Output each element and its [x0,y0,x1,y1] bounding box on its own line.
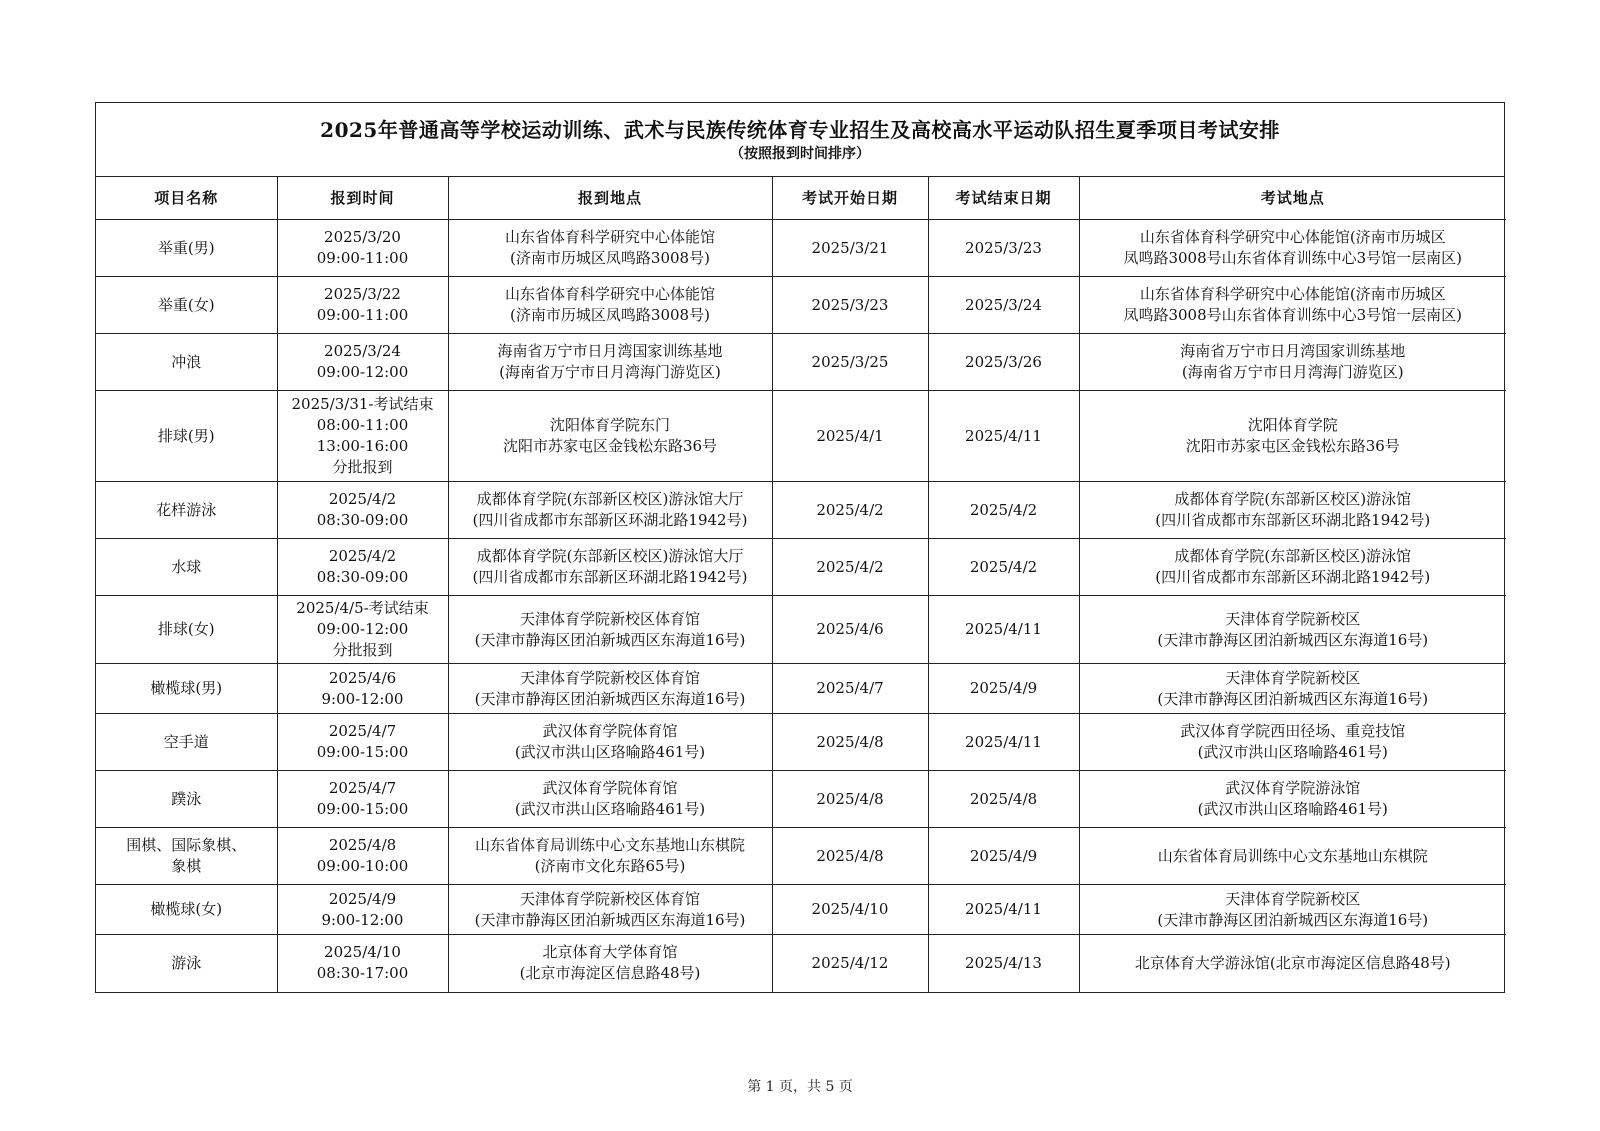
cell-report-place-line: (海南省万宁市日月湾海门游览区) [499,363,721,381]
cell-report-time-line: 09:00-11:00 [316,249,409,267]
cell-report-place-line: (济南市历城区凤鸣路3008号) [510,306,710,324]
cell-exam-place-line: (武汉市洪山区珞喻路461号) [1197,743,1388,761]
table-body [96,220,1506,992]
page-title: 2025年普通高等学校运动训练、武术与民族传统体育专业招生及高校高水平运动队招生夏季项目考试安排 [320,118,1280,142]
cell-project-line: 蹼泳 [171,789,202,808]
cell-project-line: 橄榄球(男) [150,679,223,697]
cell-exam-place [1079,596,1506,664]
cell-project-line: 冲浪 [171,352,202,371]
cell-report-place-line: 山东省体育科学研究中心体能馆 [504,285,715,303]
cell-start-date: 2025/3/23 [772,277,928,334]
cell-report-time-line: 9:00-12:00 [321,910,404,929]
cell-report-place [448,885,772,935]
cell-exam-place-line: 武汉体育学院游泳馆 [1225,779,1361,797]
cell-exam-place-line: (四川省成都市东部新区环湖北路1942号) [1155,511,1431,529]
header-end-date: 考试结束日期 [928,177,1079,220]
cell-exam-place [1079,277,1506,334]
cell-report-time-line: 2025/4/7 [328,779,397,797]
cell-report-time-line: 13:00-16:00 [316,437,409,455]
schedule-table [96,177,1506,992]
cell-report-place [448,714,772,771]
cell-report-time-line: 分批报到 [332,641,393,659]
page-subtitle: （按照报到时间排序） [730,146,870,162]
cell-report-time-line: 09:00-12:00 [316,363,409,381]
cell-report-place [448,771,772,828]
table-row [96,482,1506,539]
cell-project [96,885,277,935]
cell-end-date: 2025/4/11 [928,885,1079,935]
cell-report-place-line: (济南市历城区凤鸣路3008号) [510,249,710,267]
cell-project [96,277,277,334]
cell-end-date: 2025/3/24 [928,277,1079,334]
cell-report-time-line: 09:00-10:00 [316,857,409,875]
cell-project [96,935,277,992]
table-row [96,277,1506,334]
cell-exam-place [1079,334,1506,391]
cell-project-line: 水球 [171,557,202,576]
cell-report-place [448,539,772,596]
cell-project-line: 排球(男) [157,426,215,445]
cell-project-line: 举重(女) [157,295,215,314]
cell-exam-place [1079,935,1506,992]
cell-report-time-line: 2025/4/8 [328,836,397,854]
cell-end-date: 2025/4/13 [928,935,1079,992]
cell-report-place [448,935,772,992]
cell-project-line: 举重(男) [157,238,215,257]
cell-start-date: 2025/4/12 [772,935,928,992]
cell-exam-place-line: 凤鸣路3008号山东省体育训练中心3号馆一层南区) [1123,306,1463,324]
cell-report-time-line: 2025/3/31-考试结束 [291,395,434,413]
cell-project-line: 空手道 [163,732,209,751]
cell-exam-place [1079,714,1506,771]
cell-exam-place-line: 成都体育学院(东部新区校区)游泳馆 [1174,547,1412,565]
cell-project-line: 象棋 [171,857,202,875]
cell-report-time [277,391,448,482]
table-row [96,714,1506,771]
cell-project [96,334,277,391]
cell-exam-place [1079,828,1506,885]
cell-project-line: 围棋、国际象棋、 [126,836,247,854]
cell-report-time-line: 09:00-15:00 [316,743,409,761]
header-exam-place: 考试地点 [1079,177,1506,220]
cell-exam-place-line: (武汉市洪山区珞喻路461号) [1197,800,1388,818]
cell-exam-place-line: 山东省体育科学研究中心体能馆(济南市历城区 [1139,228,1446,246]
cell-exam-place [1079,771,1506,828]
header-project: 项目名称 [96,177,277,220]
cell-project-line: 橄榄球(女) [150,900,223,918]
table-row [96,220,1506,277]
cell-report-place-line: 武汉体育学院体育馆 [542,722,678,740]
cell-report-time [277,220,448,277]
cell-report-time-line: 分批报到 [332,458,393,476]
cell-project [96,714,277,771]
title-block [96,103,1504,177]
cell-exam-place-line: 天津体育学院新校区 [1225,889,1361,908]
cell-project [96,596,277,664]
cell-report-time-line: 2025/3/20 [324,228,401,246]
cell-report-time-line: 08:30-09:00 [316,568,409,586]
cell-start-date: 2025/4/6 [772,596,928,664]
cell-report-place-line: 山东省体育科学研究中心体能馆 [504,228,715,246]
cell-report-time-line: 2025/4/2 [328,547,397,565]
cell-end-date: 2025/4/9 [928,664,1079,714]
cell-report-time-line: 09:00-12:00 [316,620,409,638]
table-row [96,391,1506,482]
cell-report-time-line: 09:00-11:00 [316,306,409,324]
cell-exam-place-line: 成都体育学院(东部新区校区)游泳馆 [1174,490,1412,508]
cell-exam-place [1079,220,1506,277]
cell-start-date: 2025/3/25 [772,334,928,391]
cell-project [96,391,277,482]
cell-report-time-line: 2025/4/5-考试结束 [296,599,429,617]
table-row [96,771,1506,828]
cell-report-place-line: (济南市文化东路65号) [534,857,686,875]
cell-report-place-line: 北京体育大学体育馆 [542,943,678,962]
table-row [96,539,1506,596]
cell-report-place-line: 沈阳市苏家屯区金钱松东路36号 [502,437,718,455]
cell-report-place-line: 山东省体育局训练中心文东基地山东棋院 [474,836,745,854]
cell-project-line: 花样游泳 [156,500,217,519]
cell-start-date: 2025/3/21 [772,220,928,277]
cell-report-place-line: (武汉市洪山区珞喻路461号) [514,800,706,818]
cell-report-place [448,391,772,482]
cell-report-place-line: 海南省万宁市日月湾国家训练基地 [497,342,723,360]
cell-report-place-line: (天津市静海区团泊新城西区东海道16号) [474,630,746,649]
cell-report-time-line: 09:00-15:00 [316,800,409,818]
cell-report-place-line: (天津市静海区团泊新城西区东海道16号) [474,689,746,708]
cell-exam-place-line: 武汉体育学院西田径场、重竞技馆 [1180,722,1406,740]
cell-end-date: 2025/4/9 [928,828,1079,885]
cell-project [96,482,277,539]
cell-report-place-line: (天津市静海区团泊新城西区东海道16号) [474,910,746,929]
schedule-sheet [95,102,1505,993]
cell-report-time [277,539,448,596]
cell-exam-place-line: 山东省体育科学研究中心体能馆(济南市历城区 [1139,285,1446,303]
cell-report-place [448,482,772,539]
cell-project [96,828,277,885]
cell-exam-place-line: (天津市静海区团泊新城西区东海道16号) [1157,689,1429,708]
cell-report-place [448,334,772,391]
cell-exam-place-line: 山东省体育局训练中心文东基地山东棋院 [1157,846,1428,865]
cell-end-date: 2025/4/11 [928,391,1079,482]
cell-end-date: 2025/3/23 [928,220,1079,277]
cell-exam-place-line: (天津市静海区团泊新城西区东海道16号) [1157,630,1429,649]
header-report-place: 报到地点 [448,177,772,220]
cell-report-time [277,885,448,935]
cell-report-time [277,334,448,391]
cell-exam-place-line: 海南省万宁市日月湾国家训练基地 [1180,342,1406,360]
cell-report-place-line: 沈阳体育学院东门 [549,416,670,434]
cell-report-place-line: 天津体育学院新校区体育馆 [519,668,700,687]
cell-report-time [277,828,448,885]
cell-project [96,771,277,828]
cell-exam-place [1079,391,1506,482]
cell-report-place-line: 天津体育学院新校区体育馆 [519,609,700,628]
cell-end-date: 2025/4/11 [928,714,1079,771]
cell-report-time-line: 2025/3/24 [324,342,401,360]
cell-report-place [448,664,772,714]
cell-report-place-line: 天津体育学院新校区体育馆 [519,889,700,908]
page-footer: 第 1 页，共 5 页 [747,1079,853,1095]
cell-report-place [448,277,772,334]
cell-project-line: 排球(女) [157,620,215,638]
cell-report-time-line: 2025/4/2 [328,490,397,508]
cell-start-date: 2025/4/8 [772,771,928,828]
cell-report-time [277,596,448,664]
cell-report-time [277,664,448,714]
cell-end-date: 2025/4/2 [928,482,1079,539]
cell-report-place-line: (四川省成都市东部新区环湖北路1942号) [472,511,748,529]
cell-start-date: 2025/4/7 [772,664,928,714]
cell-exam-place-line: 沈阳体育学院 [1247,416,1338,434]
cell-report-place-line: (北京市海淀区信息路48号) [519,964,701,983]
cell-report-place-line: (四川省成都市东部新区环湖北路1942号) [472,568,748,586]
cell-start-date: 2025/4/8 [772,828,928,885]
cell-exam-place [1079,664,1506,714]
cell-project [96,664,277,714]
cell-report-place-line: 武汉体育学院体育馆 [542,779,678,797]
table-row [96,935,1506,992]
cell-report-place [448,828,772,885]
cell-report-time-line: 08:30-17:00 [316,964,409,983]
cell-report-place [448,220,772,277]
cell-exam-place-line: (天津市静海区团泊新城西区东海道16号) [1157,910,1429,929]
cell-report-time-line: 9:00-12:00 [321,689,404,708]
cell-project [96,220,277,277]
cell-report-time [277,771,448,828]
cell-report-time-line: 2025/4/9 [328,889,397,908]
cell-report-place-line: 成都体育学院(东部新区校区)游泳馆大厅 [476,490,744,508]
cell-start-date: 2025/4/10 [772,885,928,935]
cell-exam-place-line: 北京体育大学游泳馆(北京市海淀区信息路48号) [1134,953,1451,972]
cell-report-time-line: 2025/4/10 [324,943,401,962]
cell-report-time-line: 2025/3/22 [324,285,401,303]
table-row [96,664,1506,714]
cell-exam-place [1079,539,1506,596]
cell-exam-place-line: 凤鸣路3008号山东省体育训练中心3号馆一层南区) [1123,249,1463,267]
cell-report-time [277,714,448,771]
table-row [96,828,1506,885]
cell-report-time-line: 08:30-09:00 [316,511,409,529]
cell-report-time [277,277,448,334]
table-row [96,334,1506,391]
cell-project-line: 游泳 [171,953,202,972]
cell-exam-place-line: (四川省成都市东部新区环湖北路1942号) [1155,568,1431,586]
cell-report-time [277,935,448,992]
cell-report-place-line: 成都体育学院(东部新区校区)游泳馆大厅 [476,547,744,565]
cell-report-place [448,596,772,664]
cell-report-time-line: 2025/4/6 [328,668,397,687]
cell-end-date: 2025/3/26 [928,334,1079,391]
cell-start-date: 2025/4/2 [772,539,928,596]
cell-report-time-line: 2025/4/7 [328,722,397,740]
cell-exam-place-line: 沈阳市苏家屯区金钱松东路36号 [1185,437,1400,455]
cell-exam-place [1079,482,1506,539]
cell-report-time-line: 08:00-11:00 [316,416,409,434]
cell-report-time [277,482,448,539]
cell-exam-place-line: (海南省万宁市日月湾海门游览区) [1181,363,1404,381]
cell-end-date: 2025/4/2 [928,539,1079,596]
header-row [96,177,1506,220]
cell-end-date: 2025/4/8 [928,771,1079,828]
cell-project [96,539,277,596]
cell-exam-place-line: 天津体育学院新校区 [1225,609,1361,628]
cell-report-place-line: (武汉市洪山区珞喻路461号) [514,743,706,761]
cell-end-date: 2025/4/11 [928,596,1079,664]
cell-start-date: 2025/4/2 [772,482,928,539]
table-row [96,885,1506,935]
cell-start-date: 2025/4/1 [772,391,928,482]
header-start-date: 考试开始日期 [772,177,928,220]
cell-exam-place-line: 天津体育学院新校区 [1225,668,1361,687]
table-row [96,596,1506,664]
cell-exam-place [1079,885,1506,935]
cell-start-date: 2025/4/8 [772,714,928,771]
header-report-time: 报到时间 [277,177,448,220]
